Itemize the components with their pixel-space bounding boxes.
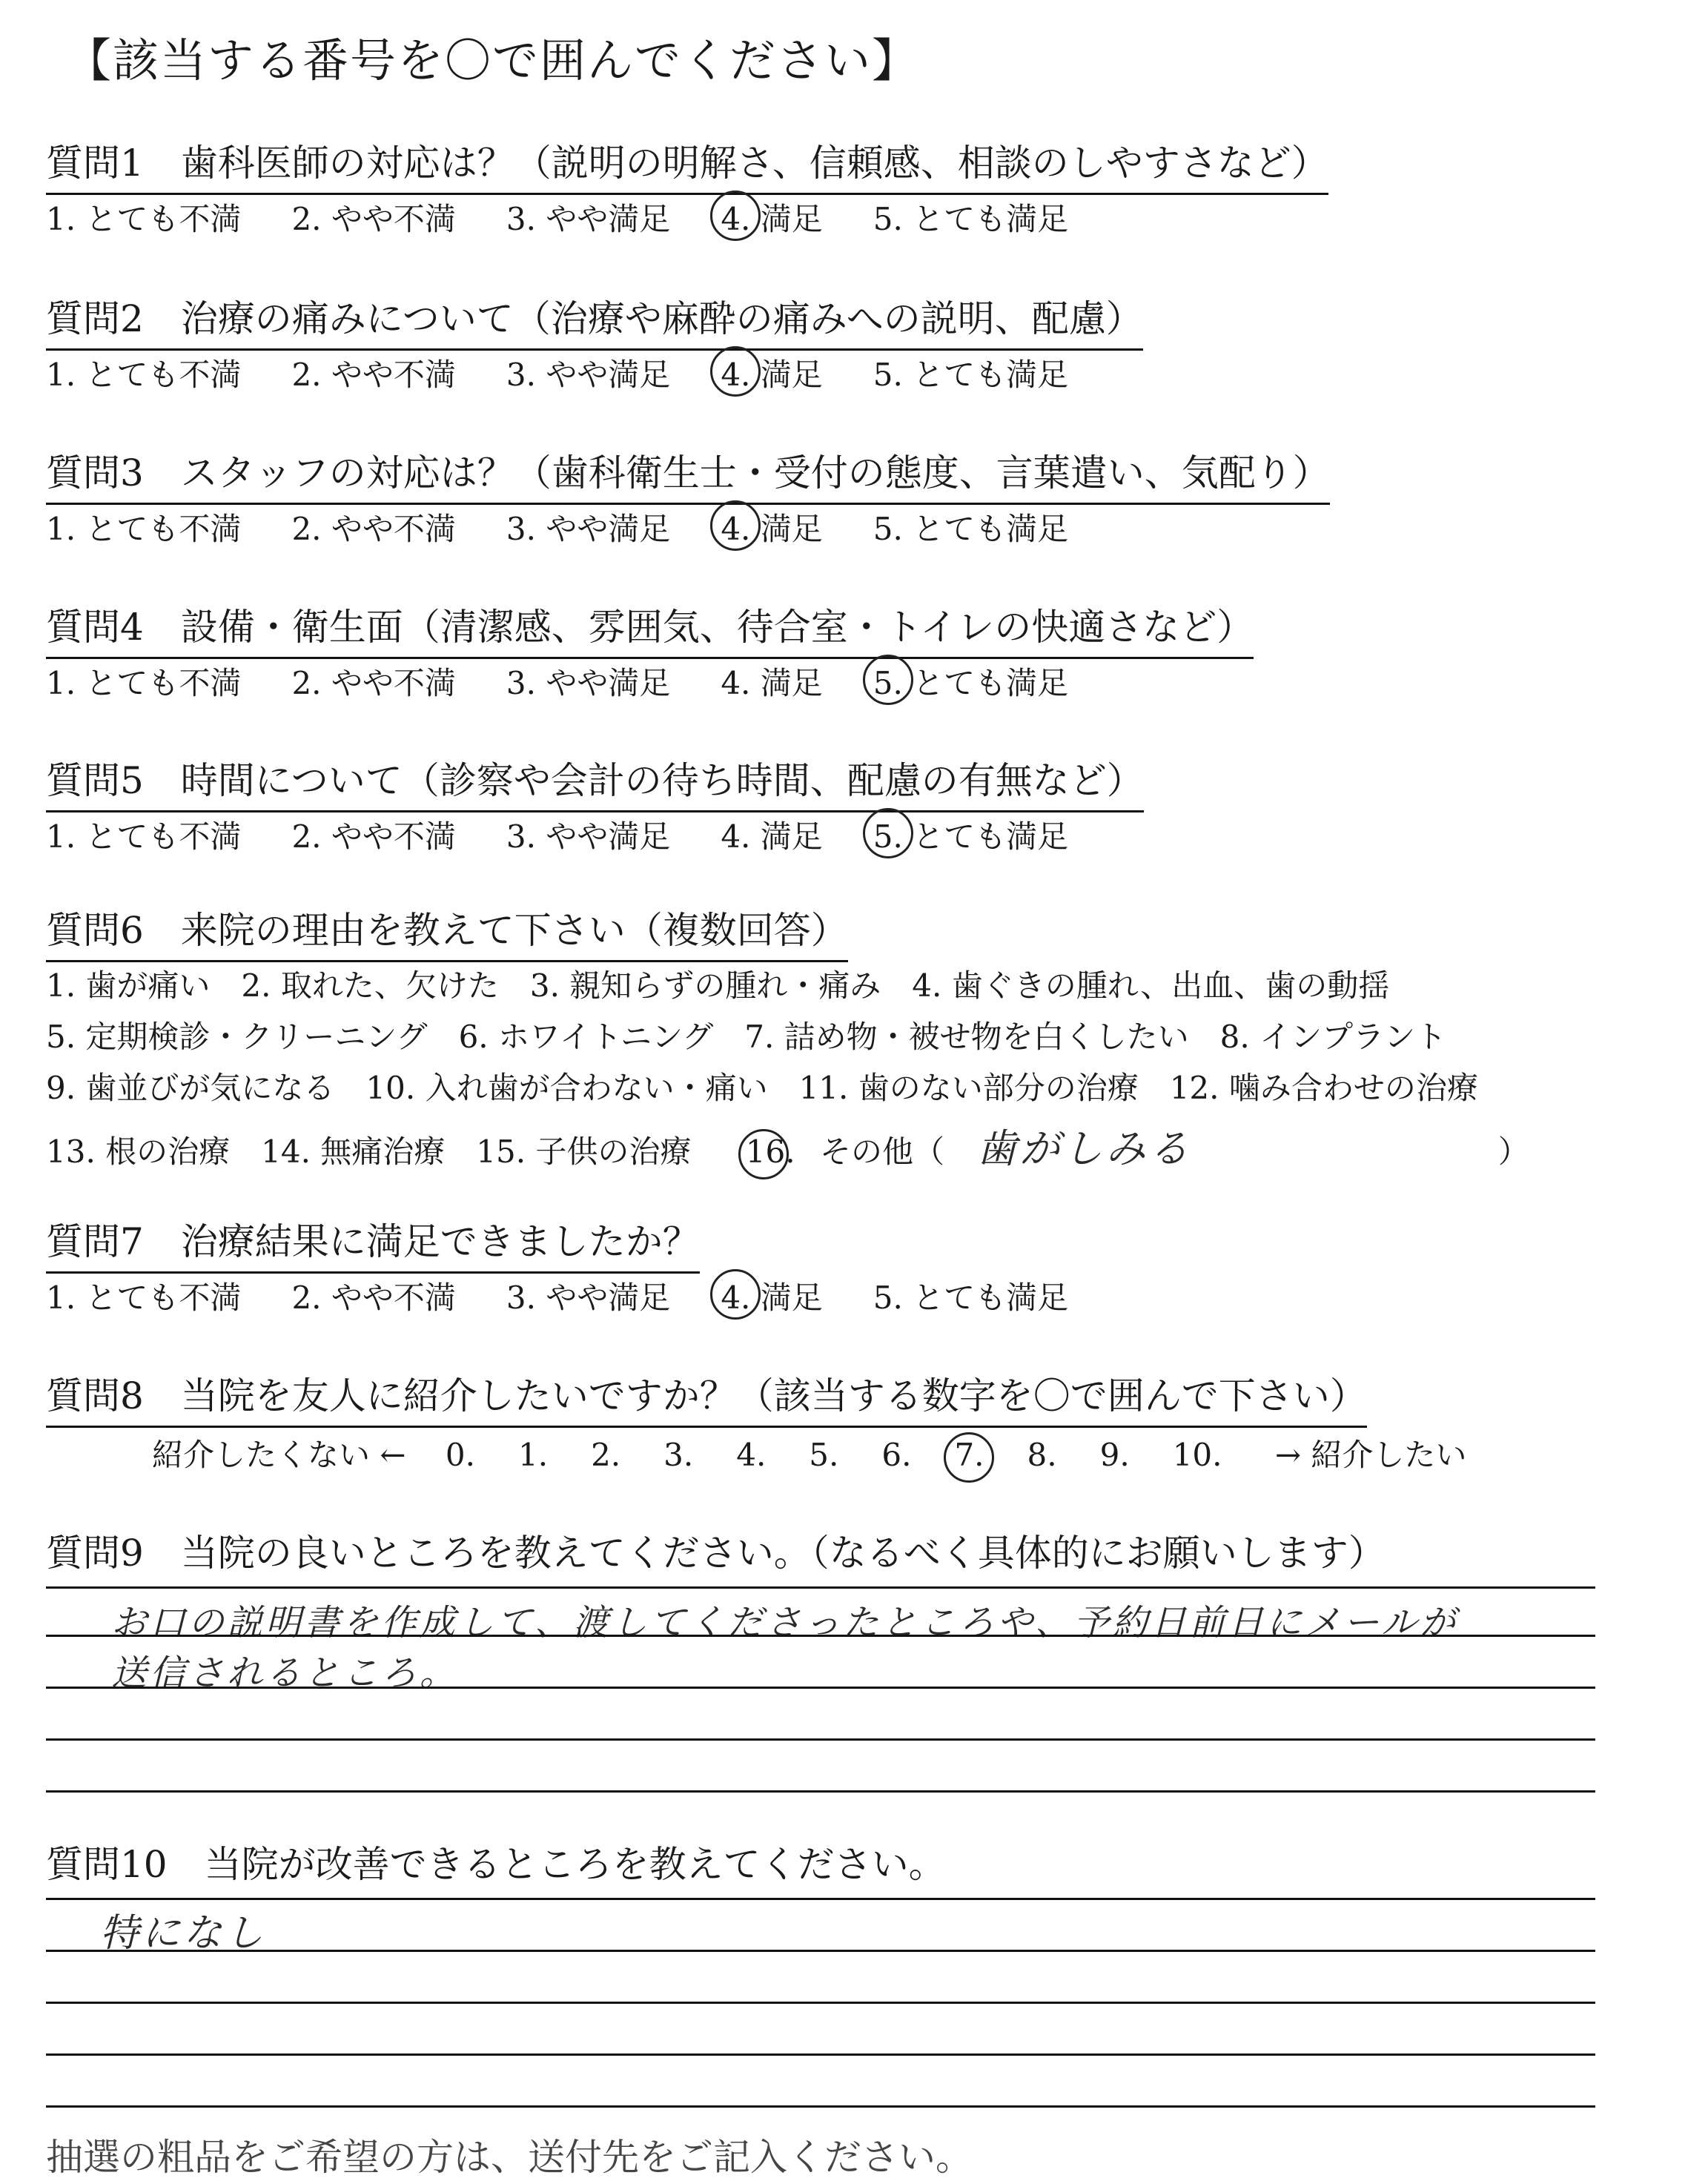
score-label: 3.	[663, 1437, 694, 1473]
q9-answer-line-1[interactable]: お口の説明書を作成して、渡してくださったところや、予約日前日にメールが	[111, 1602, 1459, 1644]
q3-option-2[interactable]	[291, 505, 455, 549]
score-label: 10.	[1172, 1437, 1222, 1473]
q6-option-16[interactable]	[746, 1133, 795, 1170]
selection-circle	[863, 808, 913, 858]
q1-option-4[interactable]	[721, 195, 822, 239]
page-header: 【該当する番号を〇で囲んでください】	[65, 33, 920, 87]
q9-answer-line-2[interactable]: 送信されるところ。	[111, 1652, 459, 1694]
q8-right-label: → 紹介したい	[1274, 1437, 1467, 1473]
q10-answer[interactable]: 特になし	[100, 1911, 267, 1956]
q8-score-1[interactable]	[518, 1437, 548, 1473]
option-label: 1. とても不満	[46, 665, 242, 701]
q8-score-9[interactable]	[1100, 1437, 1130, 1473]
q6-reason-line-3: 9. 歯並びが気になる 10. 入れ歯が合わない・痛い 11. 歯のない部分の治療 12. 噛み合わせの治療	[46, 1070, 1478, 1106]
q3-option-3[interactable]	[506, 505, 670, 549]
option-label: 5. とても満足	[873, 201, 1069, 237]
q6-reason-line-1: 1. 歯が痛い 2. 取れた、欠けた 3. 親知らずの腫れ・痛み 4. 歯ぐきの腫れ、出血、歯の動揺	[46, 967, 1390, 1004]
q2-option-1[interactable]	[46, 351, 241, 395]
q4-option-2[interactable]	[291, 659, 455, 704]
q4-option-4[interactable]	[721, 659, 822, 704]
score-label: 7.	[954, 1437, 984, 1473]
option-label: 4. 満足	[721, 665, 823, 701]
footer-note: 抽選の粗品をご希望の方は、送付先をご記入ください。	[46, 2136, 973, 2179]
q2-option-5[interactable]	[873, 351, 1068, 395]
q1-option-5[interactable]	[873, 195, 1068, 239]
option-label: 1. とても不満	[46, 201, 242, 237]
q8-title: 質問8 当院を友人に紹介したいですか？（該当する数字を〇で囲んで下さい）	[46, 1366, 1367, 1428]
q6-other-answer[interactable]: 歯がしみる	[976, 1125, 1192, 1172]
option-label: 3. やや満足	[506, 357, 671, 393]
option-label: 5. とても満足	[873, 818, 1069, 855]
answer-line	[46, 1687, 1595, 1689]
q6-reason-line-4	[46, 1117, 1529, 1174]
answer-line	[46, 2105, 1595, 2108]
option-label: 5. とても満足	[873, 357, 1069, 393]
option-label: 3. やや満足	[506, 511, 671, 547]
q7-option-3[interactable]	[506, 1274, 670, 1318]
q5-option-5[interactable]	[873, 813, 1068, 857]
q5-options	[46, 813, 1119, 857]
option-label: 4. 満足	[721, 201, 823, 237]
q3-title: 質問3 スタッフの対応は？（歯科衛生士・受付の態度、言葉遣い、気配り）	[46, 443, 1330, 505]
answer-line	[46, 1898, 1595, 1900]
q2-option-2[interactable]	[291, 351, 455, 395]
q6-reason-prefix: 13. 根の治療 14. 無痛治療 15. 子供の治療	[46, 1133, 692, 1170]
score-label: 6.	[881, 1437, 912, 1473]
q6-option-16-label: 16.	[745, 1133, 795, 1170]
q7-title: 質問7 治療結果に満足できましたか？	[46, 1212, 700, 1274]
q1-option-3[interactable]	[506, 195, 670, 239]
q8-scale	[152, 1431, 1466, 1475]
q1-option-2[interactable]	[291, 195, 455, 239]
selection-circle	[710, 191, 761, 241]
selection-circle	[863, 655, 913, 705]
answer-line	[46, 1738, 1595, 1741]
q4-options	[46, 659, 1119, 704]
option-label: 2. やや不満	[291, 201, 456, 237]
q2-title: 質問2 治療の痛みについて（治療や麻酔の痛みへの説明、配慮）	[46, 289, 1143, 351]
q8-score-4[interactable]	[736, 1437, 766, 1473]
answer-line	[46, 1790, 1595, 1793]
q6-other-label: その他（	[819, 1133, 944, 1170]
selection-circle	[710, 346, 761, 397]
option-label: 3. やや満足	[506, 201, 671, 237]
q2-option-4[interactable]	[721, 351, 822, 395]
option-label: 4. 満足	[721, 357, 823, 393]
q8-score-5[interactable]	[809, 1437, 838, 1473]
q3-options	[46, 505, 1119, 549]
q9-title: 質問9 当院の良いところを教えてください。（なるべく具体的にお願いします）	[46, 1532, 1386, 1575]
q5-option-1[interactable]	[46, 813, 241, 857]
q4-option-5[interactable]	[873, 659, 1068, 704]
q7-option-5[interactable]	[873, 1274, 1068, 1318]
q8-score-7[interactable]	[954, 1437, 984, 1473]
option-label: 3. やや満足	[506, 1280, 671, 1316]
option-label: 2. やや不満	[291, 1280, 456, 1316]
score-label: 5.	[809, 1437, 839, 1473]
option-label: 2. やや不満	[291, 665, 456, 701]
q8-score-10[interactable]	[1173, 1437, 1222, 1473]
selection-circle	[710, 500, 761, 551]
option-label: 4. 満足	[721, 511, 823, 547]
q8-score-6[interactable]	[881, 1437, 911, 1473]
option-label: 2. やや不満	[291, 818, 456, 855]
score-label: 9.	[1099, 1437, 1130, 1473]
option-label: 5. とても満足	[873, 1280, 1069, 1316]
answer-line	[46, 1586, 1595, 1589]
q5-option-3[interactable]	[506, 813, 670, 857]
answer-line	[46, 2002, 1595, 2004]
score-label: 8.	[1027, 1437, 1057, 1473]
option-label: 1. とても不満	[46, 357, 242, 393]
option-label: 2. やや不満	[291, 357, 456, 393]
option-label: 3. やや満足	[506, 818, 671, 855]
q1-options	[46, 195, 1119, 239]
score-label: 4.	[736, 1437, 767, 1473]
selection-circle	[944, 1432, 994, 1483]
q7-options	[46, 1274, 1119, 1318]
answer-line	[46, 1635, 1595, 1637]
q2-options	[46, 351, 1119, 395]
q6-reason-line-2: 5. 定期検診・クリーニング 6. ホワイトニング 7. 詰め物・被せ物を白くしたい 8. インプラント	[46, 1019, 1447, 1055]
q3-option-4[interactable]	[721, 505, 822, 549]
q6-title: 質問6 来院の理由を教えて下さい（複数回答）	[46, 901, 848, 962]
option-label: 4. 満足	[721, 818, 823, 855]
option-label: 3. やや満足	[506, 665, 671, 701]
q8-score-8[interactable]	[1027, 1437, 1057, 1473]
q7-option-4[interactable]	[721, 1274, 822, 1318]
q4-option-1[interactable]	[46, 659, 241, 704]
q7-option-1[interactable]	[46, 1274, 241, 1318]
score-label: 2.	[591, 1437, 621, 1473]
option-label: 5. とても満足	[873, 511, 1069, 547]
q1-option-1[interactable]	[46, 195, 241, 239]
option-label: 1. とても不満	[46, 1280, 242, 1316]
q5-title: 質問5 時間について（診察や会計の待ち時間、配慮の有無など）	[46, 751, 1144, 813]
q4-title: 質問4 設備・衛生面（清潔感、雰囲気、待合室・トイレの快適さなど）	[46, 598, 1254, 659]
option-label: 1. とても不満	[46, 511, 242, 547]
answer-line	[46, 1950, 1595, 1952]
selection-circle	[738, 1129, 789, 1179]
score-label: 0.	[445, 1437, 475, 1473]
q8-score-3[interactable]	[663, 1437, 693, 1473]
q3-option-5[interactable]	[873, 505, 1068, 549]
q10-title: 質問10 当院が改善できるところを教えてください。	[46, 1843, 946, 1886]
q8-score-0[interactable]	[446, 1437, 475, 1473]
score-label: 1.	[517, 1437, 549, 1473]
q8-left-label: 紹介したくない ←	[152, 1437, 406, 1473]
option-label: 4. 満足	[721, 1280, 823, 1316]
selection-circle	[710, 1269, 761, 1320]
q7-option-2[interactable]	[291, 1274, 455, 1318]
q4-option-3[interactable]	[506, 659, 670, 704]
option-label: 2. やや不満	[291, 511, 456, 547]
q5-option-2[interactable]	[291, 813, 455, 857]
q3-option-1[interactable]	[46, 505, 241, 549]
answer-line	[46, 2053, 1595, 2056]
option-label: 5. とても満足	[873, 665, 1069, 701]
q5-option-4[interactable]	[721, 813, 822, 857]
q1-title: 質問1 歯科医師の対応は？（説明の明解さ、信頼感、相談のしやすさなど）	[46, 133, 1328, 195]
q2-option-3[interactable]	[506, 351, 670, 395]
q6-other-close: ）	[1497, 1133, 1529, 1170]
option-label: 1. とても不満	[46, 818, 242, 855]
q8-score-2[interactable]	[591, 1437, 620, 1473]
